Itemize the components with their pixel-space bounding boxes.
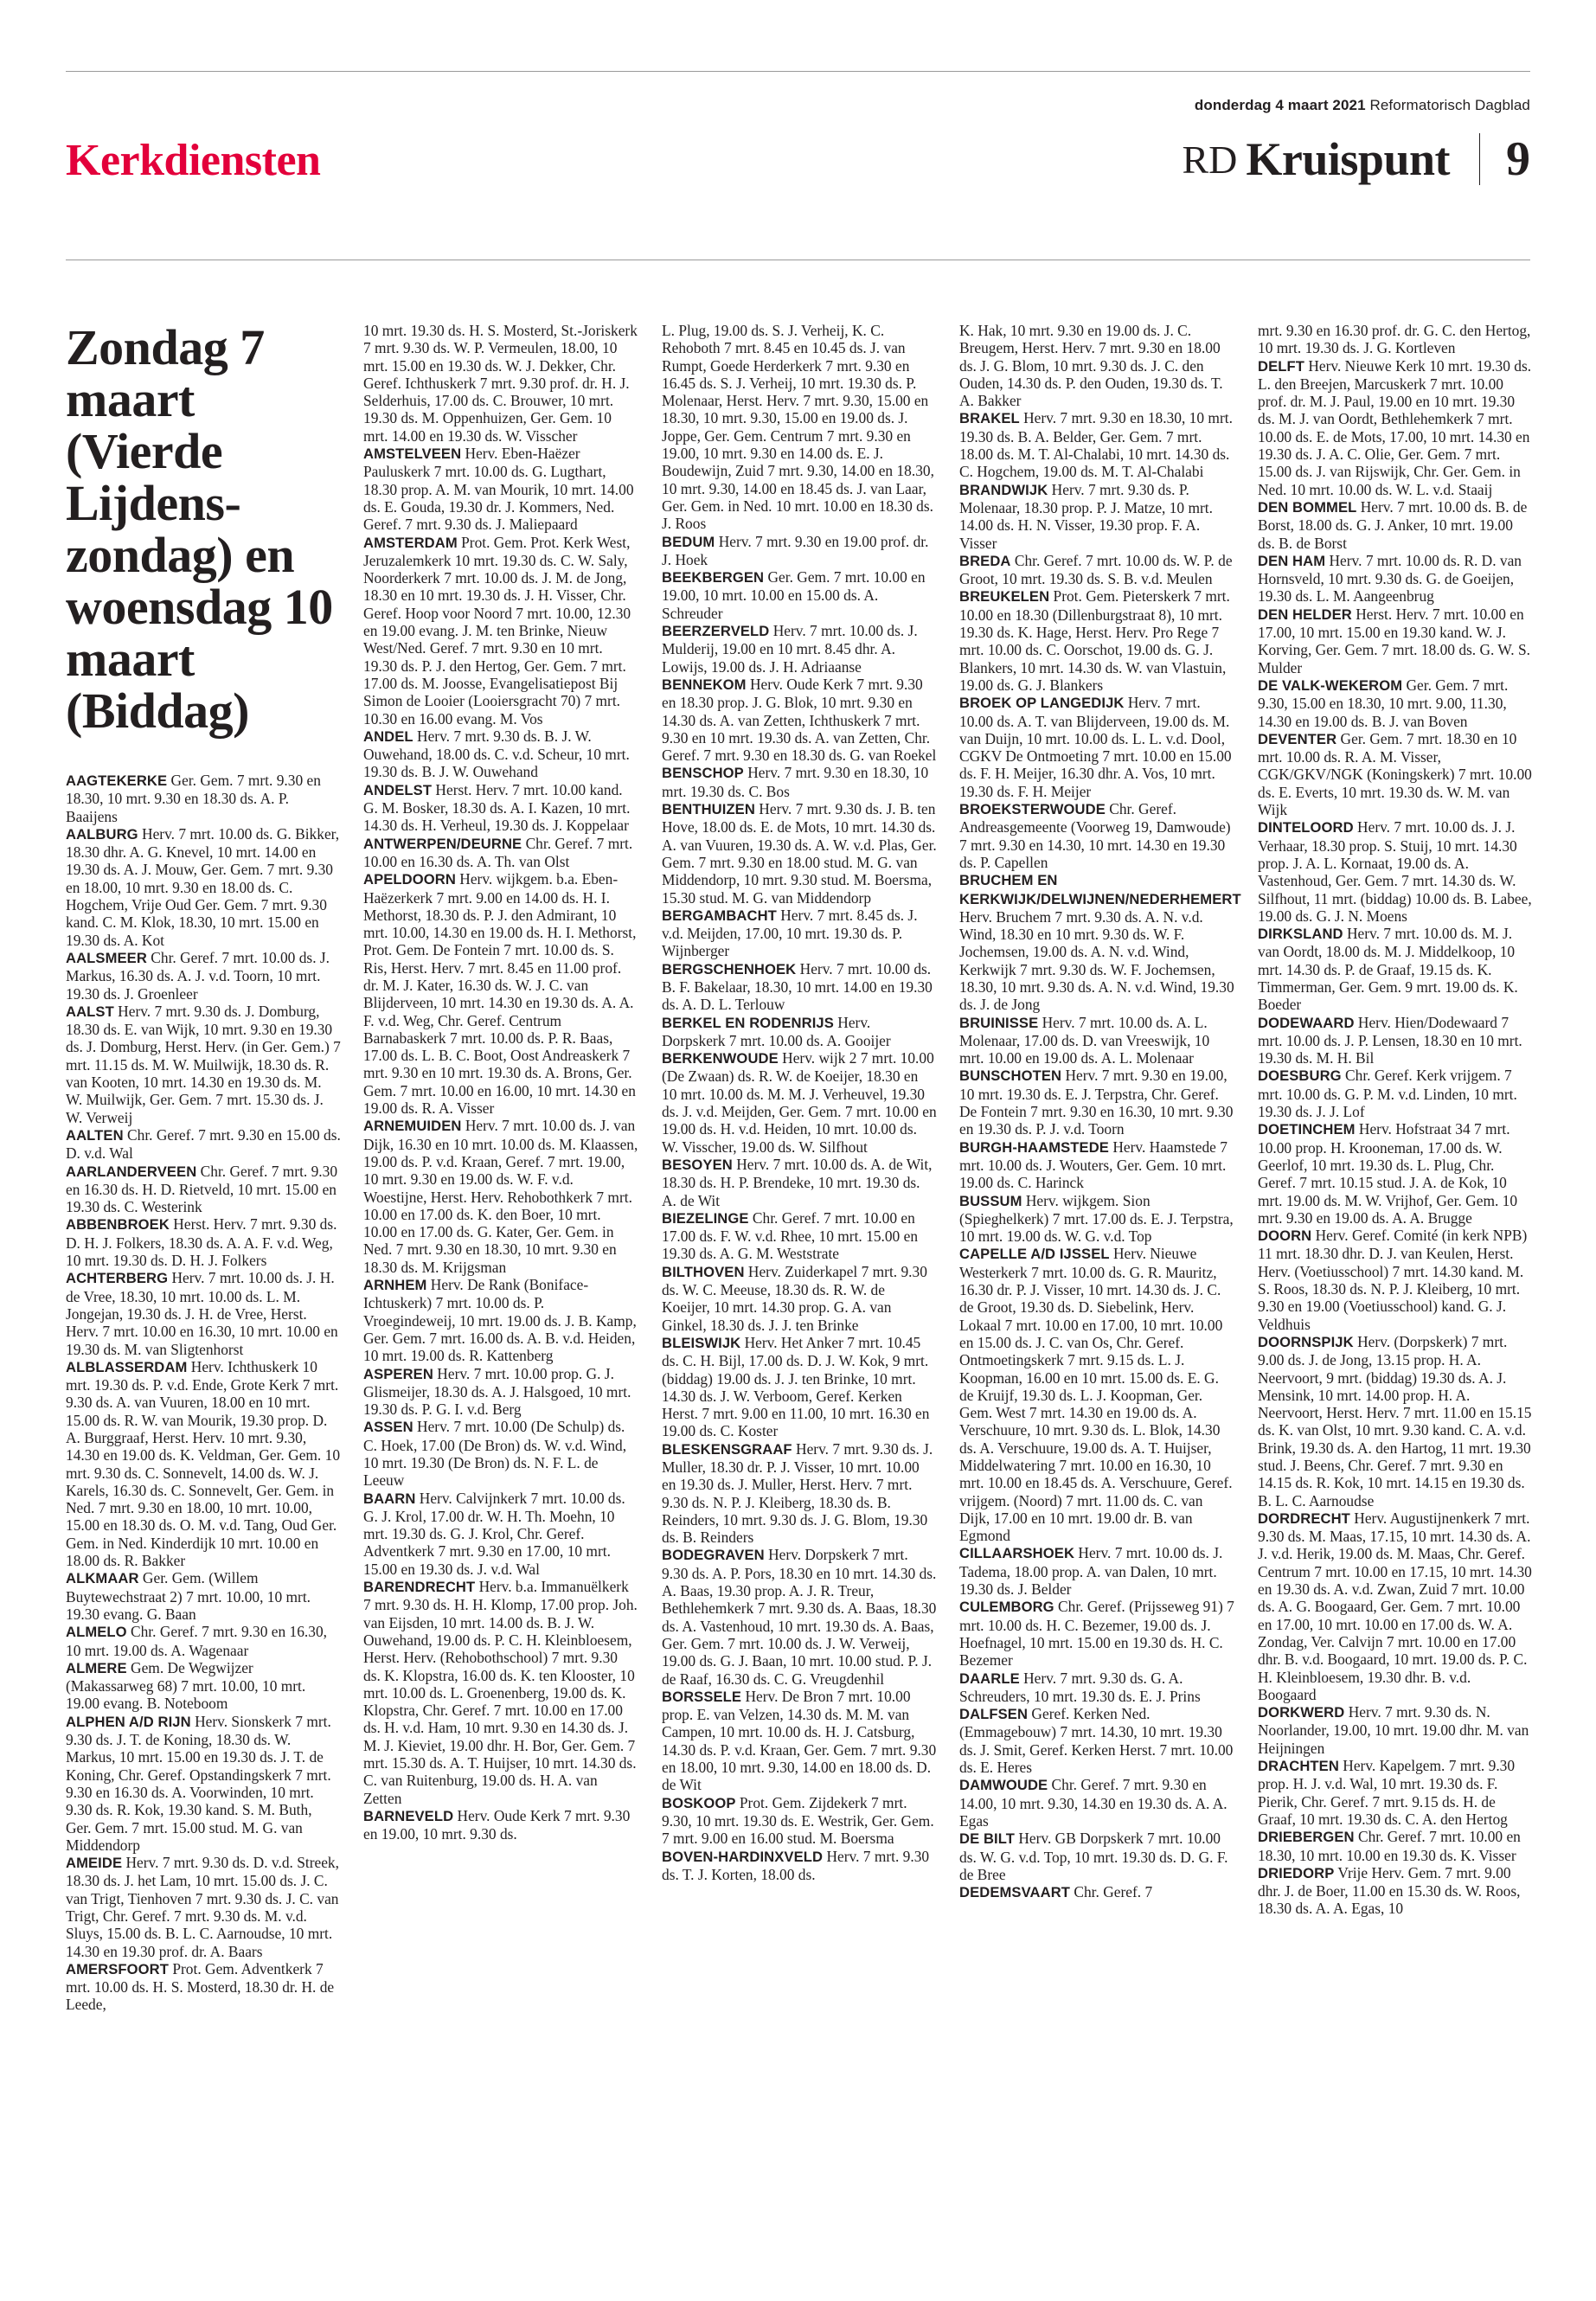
service-details: Herv. 7 mrt. 9.30 en 19.00 prof. dr. J. Hoek bbox=[662, 532, 929, 568]
church-service-entry bbox=[1258, 1828, 1533, 1864]
church-service-entry bbox=[363, 1490, 638, 1578]
place-name: APELDOORN bbox=[363, 871, 456, 888]
place-name: ANDELST bbox=[363, 781, 433, 798]
service-details: Herv. 7 mrt. 10.00 ds. M. J. van Oordt, 18.00 ds. M. J. Middelkoop, 10 mrt. 14.30 ds. P. de Graaf, 19.15 ds. K. Timmerman, Ger. Gem. 9 mrt. 19.00 ds. K. Boeder bbox=[1258, 925, 1518, 1014]
place-name: DINTELOORD bbox=[1258, 819, 1354, 836]
place-name: BUNSCHOTEN bbox=[959, 1067, 1062, 1085]
place-name: BEERZERVELD bbox=[662, 623, 770, 640]
service-details: K. Hak, 10 mrt. 9.30 en 19.00 ds. J. C. Breugem, Herst. Herv. 7 mrt. 9.30 en 18.00 ds. J. G. Blom, 10 mrt. 9.30 ds. J. C. den Ouden, 14.30 ds. P. den Ouden, 19.30 ds. T. A. Bakker bbox=[959, 322, 1223, 410]
brand-divider bbox=[1479, 133, 1480, 185]
service-details: Herv. 7 mrt. 8.45 ds. J. v.d. Meijden, 17.00, 10 mrt. 19.30 ds. P. Wijnberger bbox=[662, 906, 918, 960]
column-2 bbox=[363, 322, 638, 1843]
service-details: Herv. 7 mrt. 9.30 ds. J. Muller, 18.30 dr. P. J. Visser, 10 mrt. 10.00 en 19.30 ds. J. Muller, Herst. Herv. 7 mrt. 9.30 ds. N. P. J. Kleiberg, 18.30 ds. B. Reinders, 10 mrt. 9.30 ds. J. G. Blom, 19.30 ds. B. Reinders bbox=[662, 1439, 933, 1547]
service-details: Herv. 7 mrt. 9.30 ds. B. J. W. Ouwehand, 18.00 ds. C. v.d. Scheur, 10 mrt. 19.30 ds. B. J. W. Ouwehand bbox=[363, 727, 630, 781]
church-service-entry bbox=[66, 1215, 341, 1269]
service-details: Herv. 7 mrt. 9.30 ds. P. Molenaar, 18.30 prop. P. J. Matze, 10 mrt. 14.00 ds. H. N. Visser, 19.30 prop. F. A. Visser bbox=[959, 480, 1213, 552]
church-service-entry bbox=[363, 727, 638, 781]
place-name: AMEIDE bbox=[66, 1855, 123, 1872]
church-service-entry bbox=[1258, 552, 1533, 606]
place-name: BRUINISSE bbox=[959, 1014, 1039, 1031]
service-details: Chr. Geref. 7 mrt. 9.30 en 15.00 ds. D. v.d. Wal bbox=[66, 1125, 341, 1163]
service-details: Herv. 7 mrt. 10.00 (De Schulp) ds. C. Hoek, 17.00 (De Bron) ds. W. v.d. Wind, 10 mrt. 19.30 (De Bron) ds. N. F. L. de Leeuw bbox=[363, 1418, 627, 1490]
place-name: DORDRECHT bbox=[1258, 1509, 1350, 1527]
service-details: Herv. Eben-Haëzer Pauluskerk 7 mrt. 10.00 ds. G. Lugthart, 18.30 prop. A. M. van Mourik, 10 mrt. 14.00 ds. E. Gouda, 19.30 dr. J. Kommers, Ned. Geref. 7 mrt. 9.30 ds. J. Maliepaard bbox=[363, 445, 634, 534]
church-service-entry bbox=[662, 1440, 937, 1547]
church-service-entry bbox=[959, 694, 1234, 800]
service-details: Prot. Gem. Pieterskerk 7 mrt. 10.00 en 18.30 (Dillenburgstraat 8), 10 mrt. 19.30 ds. K. Hage, Herst. Herv. Pro Rege 7 mrt. 10.00 ds. C. Oorschot, 19.00 ds. G. J. Blankers, 10 mrt. 14.30 ds. W. van Vlastuin, 19.00 ds. G. J. Blankers bbox=[959, 587, 1230, 694]
church-service-entry bbox=[959, 1670, 1234, 1706]
issue-date: donderdag 4 maart 2021 bbox=[1194, 97, 1366, 113]
place-name: ALMERE bbox=[66, 1659, 127, 1676]
service-details: Herv. 7 mrt. 10.00 ds. J. Tadema, 18.00 prop. A. van Dalen, 10 mrt. 19.30 ds. J. Belder bbox=[959, 1544, 1223, 1599]
place-name: BREUKELEN bbox=[959, 588, 1050, 606]
place-name: BORSSELE bbox=[662, 1688, 742, 1705]
service-details: Chr. Geref. 7 mrt. 10.00 en 17.00 ds. F. W. v.d. Rhee, 10 mrt. 15.00 en 19.30 ds. A. G. M. Weststrate bbox=[662, 1208, 919, 1263]
place-name: DOESBURG bbox=[1258, 1067, 1342, 1085]
church-service-entry bbox=[662, 907, 937, 960]
church-service-entry bbox=[1258, 818, 1533, 925]
place-name: BENTHUIZEN bbox=[662, 801, 755, 818]
church-service-entry bbox=[662, 322, 937, 533]
church-service-entry bbox=[363, 1418, 638, 1489]
place-name: DE BILT bbox=[959, 1830, 1015, 1848]
place-name: BESOYEN bbox=[662, 1156, 733, 1173]
service-details: Prot. Gem. Adventkerk 7 mrt. 10.00 ds. H. S. Mosterd, 18.30 dr. H. de Leede, bbox=[66, 1959, 335, 2014]
church-service-entry bbox=[959, 800, 1234, 871]
place-name: DOETINCHEM bbox=[1258, 1121, 1356, 1138]
place-name: DOORNSPIJK bbox=[1258, 1333, 1354, 1350]
service-details: Chr. Geref. Andreasgemeente (Voorweg 19, Damwoude) 7 mrt. 9.30 en 14.30, 10 mrt. 14.30 en 19.30 ds. P. Capellen bbox=[959, 800, 1231, 871]
service-details: Herv. 7 mrt. 10.00 ds. B. de Borst, 18.00 ds. G. J. Anker, 10 mrt. 19.00 ds. B. de Borst bbox=[1258, 497, 1528, 552]
service-details: Herv. 7 mrt. 10.00 ds. A. T. van Blijderveen, 19.00 ds. M. van Duijn, 10 mrt. 10.00 ds. L. L. v.d. Dool, CGKV De Ontmoeting 7 mrt. 10.00 en 15.00 ds. F. H. Meijer, 16.30 dhr. A. Vos, 10 mrt. 19.30 ds. F. H. Meijer bbox=[959, 694, 1232, 800]
service-details: Herst. Herv. 7 mrt. 9.30 ds. D. H. J. Folkers, 18.30 ds. A. A. F. v.d. Weg, 10 mrt. 19.30 ds. D. H. J. Folkers bbox=[66, 1215, 337, 1270]
church-service-entry bbox=[363, 835, 638, 871]
church-service-entry bbox=[66, 1623, 341, 1659]
place-name: ARNHEM bbox=[363, 1277, 427, 1294]
service-details: Herv. Zuiderkapel 7 mrt. 9.30 ds. W. C. Meeuse, 18.30 ds. R. W. de Koeijer, 10 mrt. 14.30 prop. G. A. van Ginkel, 18.30 ds. J. J. ten Brinke bbox=[662, 1262, 927, 1334]
church-service-entry bbox=[959, 1192, 1234, 1246]
place-name: BEDUM bbox=[662, 533, 715, 550]
service-details: Ger. Gem. 7 mrt. 9.30 en 18.30, 10 mrt. 9.30 en 18.30 ds. A. P. Baaijens bbox=[66, 772, 321, 825]
service-details: Ger. Gem. 7 mrt. 10.00 en 19.00, 10 mrt. 10.00 en 15.00 ds. A. Schreuder bbox=[662, 568, 926, 622]
church-service-entry bbox=[662, 676, 937, 764]
service-details: Herv. 7 mrt. 10.00 ds. A. L. Molenaar, 17.00 ds. D. van Vreeswijk, 10 mrt. 10.00 en 19.00 ds. A. L. Molenaar bbox=[959, 1013, 1210, 1067]
service-details: Gem. De Wegwijzer (Makassarweg 68) 7 mrt. 10.00, 10 mrt. 19.00 evang. B. Noteboom bbox=[66, 1658, 306, 1713]
place-name: BERKEL EN RODENRIJS bbox=[662, 1014, 834, 1031]
service-details: Herv. Kapelgem. 7 mrt. 9.30 prop. H. J. v.d. Wal, 10 mrt. 19.30 ds. F. Pierik, Chr. Geref. 7 mrt. 9.15 ds. H. de Graaf, 10 mrt. 19.30 ds. C. A. den Hertog bbox=[1258, 1757, 1516, 1828]
church-service-entry bbox=[959, 552, 1234, 588]
place-name: BEEKBERGEN bbox=[662, 569, 765, 586]
service-details: Herv. De Rank (Boniface-Ichtuskerk) 7 mrt. 10.00 ds. P. Vroegindeweij, 10 mrt. 19.00 ds. J. B. Kamp, Ger. Gem. 7 mrt. 16.00 ds. A. B. v.d. Heiden, 10 mrt. 19.00 ds. R. Kattenberg bbox=[363, 1276, 637, 1365]
place-name: DELFT bbox=[1258, 357, 1304, 375]
place-name: DRIEDORP bbox=[1258, 1864, 1335, 1881]
column-5 bbox=[1258, 322, 1533, 1918]
church-service-entry bbox=[363, 870, 638, 1117]
service-details: Chr. Geref. 7 mrt. 9.30 en 16.30 ds. H. D. Rietveld, 10 mrt. 15.00 en 19.30 ds. C. Westerink bbox=[66, 1162, 338, 1216]
church-service-entry bbox=[662, 764, 937, 800]
service-details: Prot. Gem. Prot. Kerk West, Jeruzalemkerk 10 mrt. 19.30 ds. C. W. Saly, Noorderkerk 7 mrt. 10.00 ds. J. M. de Jong, 18.30 en 10 mrt. 19.30 ds. J. H. Visser, Chr. Geref. Hoop voor Noord 7 mrt. 10.00, 12.30 en 19.00 evang. J. M. ten Brinke, Nieuw West/Ned. Geref. 7 mrt. 9.30 en 10 mrt. 19.30 ds. P. J. den Hertog, Ger. Gem. 7 mrt. 17.00 ds. M. Joosse, Evangelisatiepost Bij Simon de Looier (Looiersgracht 70) 7 mrt. 10.30 en 16.00 evang. M. Vos bbox=[363, 533, 631, 727]
church-service-entry bbox=[959, 1245, 1234, 1544]
brand-name: Kruispunt bbox=[1246, 133, 1450, 185]
place-name: BREDA bbox=[959, 552, 1011, 569]
place-name: ANTWERPEN/DEURNE bbox=[363, 835, 522, 852]
church-service-entry bbox=[662, 960, 937, 1014]
service-details: Herv. 7 mrt. 10.00 prop. G. J. Glismeijer, 18.30 ds. A. J. Halsgoed, 10 mrt. 19.30 ds. P. G. I. v.d. Berg bbox=[363, 1364, 631, 1419]
service-details: Herv. 7 mrt. 10.00 ds. J. Mulderij, 19.00 en 10 mrt. 8.45 dhr. A. Lowijs, 19.00 ds. J. H. Adriaanse bbox=[662, 622, 918, 676]
place-name: BRANDWIJK bbox=[959, 481, 1048, 498]
place-name: DAARLE bbox=[959, 1670, 1020, 1687]
church-service-entry bbox=[959, 1705, 1234, 1776]
service-details: Chr. Geref. 7 bbox=[1070, 1883, 1153, 1901]
service-details: 10 mrt. 19.30 ds. H. S. Mosterd, St.-Joriskerk 7 mrt. 9.30 ds. W. P. Vermeulen, 18.00, 10 mrt. 15.00 en 19.30 ds. W. J. Dekker, Chr. Geref. Ichthuskerk 7 mrt. 9.30 prof. dr. H. J. Selderhuis, 17.00 ds. C. Brouwer, 10 mrt. 19.30 ds. M. Oppenhuizen, Ger. Gem. 10 mrt. 14.00 en 19.30 ds. W. Visscher bbox=[363, 322, 638, 445]
church-service-entry bbox=[363, 781, 638, 835]
church-service-entry bbox=[959, 1830, 1234, 1883]
place-name: AALTEN bbox=[66, 1126, 124, 1144]
place-name: DRIEBERGEN bbox=[1258, 1829, 1355, 1846]
church-service-entry bbox=[363, 1578, 638, 1807]
church-service-entry bbox=[363, 1276, 638, 1364]
place-name: DOORN bbox=[1258, 1227, 1312, 1245]
church-service-entry bbox=[363, 1117, 638, 1276]
service-details: Ger. Gem. (Willem Buytewechstraat 2) 7 mrt. 10.00, 10 mrt. 19.30 evang. G. Baan bbox=[66, 1569, 311, 1623]
headline: Zondag 7 maart (Vierde Lijdens- zondag) en woensdag 10 maart (Biddag) bbox=[66, 319, 333, 739]
place-name: BERKENWOUDE bbox=[662, 1050, 779, 1067]
place-name: DORKWERD bbox=[1258, 1704, 1345, 1721]
service-details: Herst. Herv. 7 mrt. 10.00 en 17.00, 10 mrt. 15.00 en 19.30 kand. W. J. Korving, Ger. Gem. 7 mrt. 18.00 ds. G. W. S. Mulder bbox=[1258, 605, 1530, 676]
page-number: 9 bbox=[1506, 132, 1530, 186]
church-service-entry bbox=[66, 1269, 341, 1357]
service-details: Herv. Bruchem 7 mrt. 9.30 ds. A. N. v.d. Wind, 18.30 en 10 mrt. 9.30 ds. W. F. Jochemsen, 19.00 ds. A. N. v.d. Wind, Kerkwijk 7 mrt. 9.30 ds. W. F. Jochemsen, 18.30, 10 mrt. 9.30 ds. A. N. v.d. Wind, 19.30 ds. J. de Jong bbox=[959, 907, 1234, 1014]
church-service-entry bbox=[662, 1156, 937, 1209]
church-service-entry bbox=[959, 1598, 1234, 1669]
service-details: Herv. 7 mrt. 9.30 en 19.00, 10 mrt. 19.30 ds. E. J. Terpstra, Chr. Geref. De Fontein 7 mrt. 9.30 en 16.30, 10 mrt. 9.30 en 19.30 ds. P. J. v.d. Toorn bbox=[959, 1067, 1234, 1138]
place-name: BURGH-HAAMSTEDE bbox=[959, 1138, 1109, 1156]
place-name: DEN HAM bbox=[1258, 552, 1326, 569]
service-details: Herv. Het Anker 7 mrt. 10.45 ds. C. H. Bijl, 17.00 ds. D. J. W. Kok, 9 mrt. (biddag) 19.00 ds. J. J. ten Brinke, 10 mrt. 14.30 ds. J. W. Verboom, Geref. Kerken Herst. 7 mrt. 9.00 en 11.00, 10 mrt. 16.30 en 19.00 ds. C. Koster bbox=[662, 1333, 930, 1440]
church-service-entry bbox=[662, 1334, 937, 1440]
service-details: Geref. Kerken Ned. (Emmagebouw) 7 mrt. 14.30, 10 mrt. 19.30 ds. J. Smit, Geref. Kerken Herst. 7 mrt. 10.00 ds. E. Heres bbox=[959, 1705, 1234, 1777]
place-name: BENSCHOP bbox=[662, 765, 744, 782]
service-details: Chr. Geref. Kerk vrijgem. 7 mrt. 10.00 ds. G. P. M. v.d. Linden, 10 mrt. 19.30 ds. J. J. Lof bbox=[1258, 1067, 1517, 1121]
service-details: Chr. Geref. 7 mrt. 10.00 ds. J. Markus, 16.30 ds. A. J. v.d. Toorn, 10 mrt. 19.30 ds. J. Groenleer bbox=[66, 948, 330, 1003]
church-service-entry bbox=[66, 1569, 341, 1623]
place-name: DRACHTEN bbox=[1258, 1758, 1339, 1775]
service-details: Chr. Geref. 7 mrt. 10.00 ds. W. P. de Groot, 10 mrt. 19.30 ds. S. B. v.d. Meulen bbox=[959, 551, 1233, 588]
service-details: Chr. Geref. 7 mrt. 9.30 en 16.30, 10 mrt. 19.00 ds. A. Wagenaar bbox=[66, 1623, 328, 1659]
church-service-entry bbox=[1258, 498, 1533, 552]
place-name: DE VALK-WEKEROM bbox=[1258, 676, 1403, 694]
place-name: CILLAARSHOEK bbox=[959, 1545, 1075, 1562]
service-details: Chr. Geref. (Prijsseweg 91) 7 mrt. 10.00 ds. H. C. Bezemer, 19.00 ds. J. Hoefnagel, 10 mrt. 15.00 en 19.30 ds. H. C. Bezemer bbox=[959, 1598, 1234, 1670]
church-service-entry bbox=[959, 1776, 1234, 1830]
church-service-entry bbox=[662, 1209, 937, 1263]
service-details: Herv. 7 mrt. 10.00 ds. G. Bikker, 18.30 dhr. A. G. Knevel, 10 mrt. 14.00 en 19.30 ds. A. J. Mouw, Ger. Gem. 7 mrt. 9.30 en 18.00, 10 mrt. 9.30 en 18.00 ds. C. Hogchem, Vrije Oud Ger. Gem. 7 mrt. 9.30 kand. C. M. Klok, 18.30, 10 mrt. 15.00 en 19.30 ds. A. Kot bbox=[66, 824, 340, 949]
church-service-entry bbox=[959, 481, 1234, 552]
place-name: BROEK OP LANGEDIJK bbox=[959, 695, 1125, 712]
church-service-entry bbox=[1258, 1757, 1533, 1828]
service-details: Ger. Gem. 7 mrt. 18.30 en 10 mrt. 10.00 ds. R. A. M. Visser, CGK/GKV/NGK (Koningskerk) 7 mrt. 10.00 ds. E. Everts, 10 mrt. 19.30 ds. W. M. van Wijk bbox=[1258, 729, 1532, 819]
church-service-entry bbox=[959, 409, 1234, 480]
service-details: Herv. 7 mrt. 10.00 ds. J. van Dijk, 16.30 en 10 mrt. 10.00 ds. M. Klaassen, 19.00 ds. P. v.d. Kraan, Geref. 7 mrt. 19.00, 10 mrt. 9.30 en 19.00 ds. W. F. v.d. Woestijne, Herst. Herv. Rehobothkerk 7 mrt. 10.00 en 17.00 ds. K. den Boer, 10 mrt. 10.00 en 17.00 ds. G. Kater, Ger. Gem. in Ned. 7 mrt. 9.30 en 18.30, 10 mrt. 9.30 en 18.30 ds. M. Krijgsman bbox=[363, 1117, 638, 1276]
place-name: BOVEN-HARDINXVELD bbox=[662, 1848, 824, 1865]
service-details: Herv. 7 mrt. 10.00 ds. J. J. Verhaar, 18.30 prop. S. Stuij, 10 mrt. 14.30 prop. J. A. L. Kornaat, 19.00 ds. A. Vastenhoud, Ger. Gem. 7 mrt. 14.30 ds. W. Silfhout, 11 mrt. (biddag) 10.00 ds. B. Labee, 19.00 ds. G. J. N. Moens bbox=[1258, 818, 1532, 925]
place-name: BARNEVELD bbox=[363, 1807, 454, 1824]
column-1 bbox=[66, 319, 341, 2014]
place-name: AMSTERDAM bbox=[363, 534, 458, 551]
church-service-entry bbox=[959, 322, 1234, 409]
church-service-entry bbox=[662, 622, 937, 676]
church-service-entry bbox=[363, 445, 638, 533]
church-service-entry bbox=[1258, 730, 1533, 818]
place-name: AALSMEER bbox=[66, 949, 147, 966]
place-name: AALST bbox=[66, 1003, 114, 1020]
service-details: Herv. 7 mrt. 9.30 ds. J. B. ten Hove, 18.00 ds. E. de Mots, 10 mrt. 14.30 ds. A. van Vuuren, 19.30 ds. A. W. v.d. Plas, Ger. Gem. 7 mrt. 9.30 en 18.00 stud. M. G. van Middendorp, 10 mrt. 9.30 stud. M. Boersma, 15.30 stud. M. G. van Middendorp bbox=[662, 800, 937, 907]
church-service-entry bbox=[363, 1365, 638, 1419]
church-service-entry bbox=[1258, 1067, 1533, 1120]
service-details: Herv. 7 mrt. 9.30 ds. D. v.d. Streek, 18.30 ds. J. het Lam, 10 mrt. 15.00 ds. J. C. van Trigt, Tienhoven 7 mrt. 9.30 ds. J. C. van Trigt, Chr. Geref. 7 mrt. 9.30 ds. M. v.d. Sluys, 15.00 ds. B. L. C. Aarnoudse, 10 mrt. 14.30 en 19.30 prof. dr. A. Baars bbox=[66, 1854, 339, 1960]
place-name: DIRKSLAND bbox=[1258, 926, 1343, 943]
place-name: BERGAMBACHT bbox=[662, 907, 777, 924]
service-details: Herv. 7 mrt. 9.30 ds. T. J. Korten, 18.00 ds. bbox=[662, 1847, 930, 1883]
service-details: Herv. wijk 2 7 mrt. 10.00 (De Zwaan) ds. R. W. de Koeijer, 18.30 en 10 mrt. 10.00 ds. M. M. J. Verheuvel, 19.30 ds. J. v.d. Meijden, Ger. Gem. 7 mrt. 10.00 en 19.00 ds. H. v.d. Heiden, 10 mrt. 10.00 ds. W. Visscher, 19.00 ds. W. Silfhout bbox=[662, 1049, 937, 1156]
service-details: Herv. Oude Kerk 7 mrt. 9.30 en 19.00, 10 mrt. 9.30 ds. bbox=[363, 1806, 631, 1843]
service-details: Vrije Herv. Gem. 7 mrt. 9.00 dhr. J. de Boer, 11.00 en 15.30 ds. W. Roos, 18.30 ds. A. A. Egas, 10 bbox=[1258, 1863, 1521, 1918]
place-name: ALPHEN A/D RIJN bbox=[66, 1713, 191, 1730]
place-name: ACHTERBERG bbox=[66, 1270, 169, 1287]
church-service-entry bbox=[66, 1659, 341, 1713]
church-service-entry bbox=[66, 825, 341, 949]
church-service-entry bbox=[363, 534, 638, 727]
church-service-entry bbox=[66, 1960, 341, 2014]
service-details: Herv. 7 mrt. 9.30 en 18.30, 10 mrt. 19.30 ds. C. Bos bbox=[662, 764, 929, 800]
paper-name: Reformatorisch Dagblad bbox=[1369, 97, 1530, 113]
service-details: Herv. Hien/Dodewaard 7 mrt. 10.00 ds. J. P. Lensen, 18.30 en 10 mrt. 19.30 ds. M. H. Bil bbox=[1258, 1013, 1522, 1067]
church-service-entry bbox=[959, 1883, 1234, 1901]
church-service-entry bbox=[1258, 1333, 1533, 1509]
church-service-entry bbox=[662, 533, 937, 569]
church-service-entry bbox=[66, 772, 341, 825]
place-name: DAMWOUDE bbox=[959, 1777, 1048, 1794]
place-name: BUSSUM bbox=[959, 1192, 1022, 1209]
service-details: Herv. 7 mrt. 10.00 ds. J. H. de Vree, 18.30, 10 mrt. 10.00 ds. L. M. Jongejan, 19.30 ds. J. H. de Vree, Herst. Herv. 7 mrt. 10.00 en 16.30, 10 mrt. 10.00 en 19.30 ds. M. van Sligtenhorst bbox=[66, 1269, 338, 1358]
service-details: Herv. Dorpskerk 7 mrt. 10.00 ds. A. Gooijer bbox=[662, 1013, 891, 1049]
service-details: Herv. wijkgem. b.a. Eben-Haëzerkerk 7 mrt. 9.00 en 14.00 ds. H. I. Methorst, 18.30 ds. P. J. den Admirant, 10 mrt. 10.00, 14.30 en 19.00 ds. H. I. Methorst, Prot. Gem. De Fontein 7 mrt. 10.00 ds. S. Ris, Herst. Herv. 7 mrt. 8.45 en 11.00 prof. dr. M. J. Kater, 16.30 ds. W. J. C. van Blijderveen, 10 mrt. 14.30 en 19.30 ds. A. A. F. v.d. Weg, Chr. Geref. Centrum Barnabaskerk 7 mrt. 10.00 ds. P. R. Baas, 17.00 ds. L. B. C. Boot, Oost Andreaskerk 7 mrt. 9.30 en 10 mrt. 19.30 ds. A. Brons, Ger. Gem. 7 mrt. 10.00 en 16.00, 10 mrt. 14.30 en 19.00 ds. R. A. Visser bbox=[363, 870, 637, 1118]
column-3 bbox=[662, 322, 937, 1883]
column-4 bbox=[959, 322, 1241, 1901]
place-name: DEVENTER bbox=[1258, 730, 1337, 747]
place-name: AAGTEKERKE bbox=[66, 772, 168, 789]
service-details: Herv. wijkgem. Sion (Spieghelkerk) 7 mrt. 17.00 ds. E. J. Terpstra, 10 mrt. 19.00 ds. W. G. v.d. Top bbox=[959, 1191, 1234, 1246]
church-service-entry bbox=[662, 568, 937, 622]
service-details: Herv. Ichthuskerk 10 mrt. 19.30 ds. P. v.d. Ende, Grote Kerk 7 mrt. 9.30 ds. A. van Vuuren, 18.00 en 10 mrt. 15.00 ds. R. W. van Mourik, 19.30 prop. D. A. Burggraaf, Herst. Herv. 10 mrt. 9.30, 14.30 en 19.00 ds. K. Veldman, Ger. Gem. 10 mrt. 9.30 ds. C. Sonnevelt, 14.00 ds. W. J. Karels, 16.30 ds. C. Sonnevelt, Ger. Gem. in Ned. 7 mrt. 9.30 en 18.00, 10 mrt. 10.00, 15.00 en 18.30 ds. O. M. v.d. Tang, Oud Ger. Gem. in Ned. Kinderdijk 10 mrt. 10.00 en 18.00 ds. R. Bakker bbox=[66, 1357, 341, 1570]
service-details: Herv. Nieuwe Kerk 10 mrt. 19.30 ds. L. den Breejen, Marcuskerk 7 mrt. 10.00 prof. dr. M. J. Paul, 19.00 en 10 mrt. 19.30 ds. M. J. van Oordt, Bethlehemkerk 7 mrt. 10.00 ds. E. de Mots, 17.00, 10 mrt. 14.30 en 19.30 ds. J. A. C. Olie, Ger. Gem. 7 mrt. 15.00 ds. J. van Rijswijk, Chr. Ger. Gem. in Ned. 10 mrt. 10.00 ds. W. L. v.d. Staaij bbox=[1258, 356, 1532, 498]
service-details: Herv. 7 mrt. 9.30 ds. G. A. Schreuders, 10 mrt. 19.30 ds. E. J. Prins bbox=[959, 1669, 1201, 1705]
church-service-entry bbox=[662, 1546, 937, 1687]
service-details: Herv. 7 mrt. 9.30 ds. J. Domburg, 18.30 ds. E. van Wijk, 10 mrt. 9.30 en 19.30 ds. J. Domburg, Herst. Herv. (in Ger. Gem.) 7 mrt. 11.15 ds. M. W. Muilwijk, 18.30 ds. R. van Kooten, 10 mrt. 14.30 en 19.30 ds. M. W. Muilwijk, Ger. Gem. 7 mrt. 15.30 ds. J. W. Verweij bbox=[66, 1002, 341, 1126]
service-details: Herv. 7 mrt. 9.30 en 18.30, 10 mrt. 19.30 ds. B. A. Belder, Ger. Gem. 7 mrt. 18.00 ds. M. T. Al-Chalabi, 10 mrt. 14.30 ds. C. Hogchem, 19.00 ds. M. T. Al-Chalabi bbox=[959, 409, 1233, 481]
place-name: BILTHOVEN bbox=[662, 1263, 745, 1280]
place-name: DODEWAARD bbox=[1258, 1014, 1355, 1031]
church-service-entry bbox=[1258, 1703, 1533, 1757]
church-service-entry bbox=[1258, 322, 1533, 357]
service-details: Herv. 7 mrt. 9.30 ds. N. Noorlander, 19.00, 10 mrt. 19.00 dhr. M. van Heijningen bbox=[1258, 1703, 1529, 1757]
church-service-entry bbox=[959, 1014, 1234, 1067]
service-details: Herv. Dorpskerk 7 mrt. 9.30 ds. A. P. Pors, 18.30 en 10 mrt. 14.30 ds. A. Baas, 19.30 prop. A. J. R. Treur, Bethlehemkerk 7 mrt. 9.30 ds. A. Baas, 18.30 ds. A. Vastenhoud, 10 mrt. 19.30 ds. A. Baas, Ger. Gem. 7 mrt. 10.00 ds. J. W. Verweij, 19.00 ds. G. J. Baan, 10 mrt. 10.00 stud. P. J. de Raaf, 16.30 ds. C. G. Vreugdenhil bbox=[662, 1546, 937, 1688]
place-name: ASPEREN bbox=[363, 1365, 433, 1382]
service-details: Herv. Augustijnenkerk 7 mrt. 9.30 ds. M. Maas, 17.15, 10 mrt. 14.30 ds. A. J. v.d. Herik, 19.00 ds. M. Maas, Chr. Geref. Centrum 7 mrt. 10.00 en 17.15, 10 mrt. 14.30 en 19.30 ds. A. v.d. Zwan, Zuid 7 mrt. 10.00 ds. A. G. Boogaard, Ger. Gem. 7 mrt. 10.00 en 17.00, 10 mrt. 10.00 en 17.00 ds. W. A. Zondag, Ver. Calvijn 7 mrt. 10.00 en 17.00 dhr. B. v.d. Boogaard, 10 mrt. 19.00 ds. P. C. H. Kleinbloesem, 19.30 dhr. B. v.d. Boogaard bbox=[1258, 1509, 1532, 1703]
place-name: BOSKOOP bbox=[662, 1794, 736, 1811]
service-details: Prot. Gem. Zijdekerk 7 mrt. 9.30, 10 mrt. 19.30 ds. E. Westrik, Ger. Gem. 7 mrt. 9.00 en 16.00 stud. M. Boersma bbox=[662, 1793, 934, 1848]
service-details: Herv. Haamstede 7 mrt. 10.00 ds. J. Wouters, Ger. Gem. 10 mrt. 19.00 ds. C. Harinck bbox=[959, 1138, 1227, 1192]
church-service-entry bbox=[662, 1049, 937, 1156]
service-details: Herv. 7 mrt. 10.00 ds. R. D. van Hornsveld, 10 mrt. 9.30 ds. G. de Goeijen, 19.30 ds. L. M. Aangeenbrug bbox=[1258, 551, 1522, 606]
service-details: Herv. Geref. Comité (in kerk NPB) 11 mrt. 18.30 dhr. D. J. van Keulen, Herst. Herv. (Voetiusschool) 7 mrt. 14.30 kand. M. S. Roos, 18.30 ds. N. P. J. Kleiberg, 10 mrt. 9.30 en 19.00 (Voetiusschool) kand. G. J. Veldhuis bbox=[1258, 1227, 1528, 1333]
place-name: CAPELLE A/D IJSSEL bbox=[959, 1246, 1110, 1263]
section-title: Kerkdiensten bbox=[66, 136, 321, 185]
place-name: DEN HELDER bbox=[1258, 606, 1352, 623]
place-name: ANDEL bbox=[363, 727, 413, 745]
church-service-entry bbox=[959, 1544, 1234, 1598]
church-service-entry bbox=[1258, 1014, 1533, 1067]
church-service-entry bbox=[662, 1688, 937, 1794]
church-service-entry bbox=[1258, 676, 1533, 730]
service-details: Chr. Geref. 7 mrt. 10.00 en 18.30, 10 mrt. 10.00 en 19.30 ds. K. Visser bbox=[1258, 1828, 1521, 1864]
place-name: AARLANDERVEEN bbox=[66, 1163, 197, 1180]
church-service-entry bbox=[66, 1358, 341, 1570]
place-name: BIEZELINGE bbox=[662, 1209, 749, 1227]
place-name: ABBENBROEK bbox=[66, 1216, 170, 1234]
church-service-entry bbox=[66, 949, 341, 1003]
church-service-entry bbox=[1258, 357, 1533, 498]
dateline bbox=[1195, 97, 1530, 114]
church-service-entry bbox=[66, 1126, 341, 1163]
church-service-entry bbox=[66, 1854, 341, 1960]
service-details: Herv. b.a. Immanuëlkerk 7 mrt. 9.30 ds. H. H. Klomp, 17.00 prop. Joh. van Eijsden, 10 mrt. 14.00 ds. B. J. W. Ouwehand, 19.00 ds. P. C. H. Kleinbloesem, Herst. Herv. (Rehobothschool) 7 mrt. 9.30 ds. K. Klopstra, 16.00 ds. K. ten Klooster, 10 mrt. 10.00 ds. L. Groenenberg, 19.00 ds. K. Klopstra, Chr. Geref. 7 mrt. 10.00 en 17.00 ds. H. v.d. Ham, 10 mrt. 9.30 en 14.30 ds. J. M. J. Kieviet, 19.00 dhr. H. Bor, Ger. Gem. 7 mrt. 15.30 ds. A. T. Huijser, 10 mrt. 14.30 ds. C. van Ruitenburg, 19.00 ds. H. A. van Zetten bbox=[363, 1578, 638, 1807]
service-details: Herv. De Bron 7 mrt. 10.00 prop. E. van Velzen, 14.30 ds. M. M. van Campen, 10 mrt. 10.00 ds. H. J. Catsburg, 14.30 ds. P. v.d. Kraan, Ger. Gem. 7 mrt. 9.30 en 18.00, 10 mrt. 9.30, 14.00 en 18.00 ds. D. de Wit bbox=[662, 1687, 937, 1794]
place-name: BLESKENSGRAAF bbox=[662, 1440, 792, 1458]
church-service-entry bbox=[662, 800, 937, 907]
brand-prefix: RD bbox=[1182, 137, 1238, 182]
church-service-entry bbox=[363, 322, 638, 445]
church-service-entry bbox=[1258, 1120, 1533, 1227]
church-service-entry bbox=[1258, 606, 1533, 676]
place-name: DALFSEN bbox=[959, 1706, 1029, 1723]
listings-column-1 bbox=[66, 772, 341, 2014]
service-details: Herv. GB Dorpskerk 7 mrt. 10.00 ds. W. G. v.d. Top, 10 mrt. 19.30 ds. D. G. F. de Bree bbox=[959, 1830, 1228, 1883]
place-name: CULEMBORG bbox=[959, 1599, 1054, 1616]
service-details: Chr. Geref. 7 mrt. 10.00 en 16.30 ds. A. Th. van Olst bbox=[363, 834, 633, 870]
church-service-entry bbox=[1258, 1864, 1533, 1918]
church-service-entry bbox=[662, 1014, 937, 1050]
service-details: Herv. Sionskerk 7 mrt. 9.30 ds. J. T. de Koning, 18.30 ds. W. Markus, 10 mrt. 15.00 en 19.30 ds. J. T. de Koning, Chr. Geref. Opstandingskerk 7 mrt. 9.30 en 16.30 ds. A. Voorwinden, 10 mrt. 9.30 ds. R. Kok, 19.30 kand. S. M. Buth, Ger. Gem. 7 mrt. 15.00 stud. M. G. van Middendorp bbox=[66, 1712, 331, 1854]
place-name: DEDEMSVAART bbox=[959, 1884, 1071, 1901]
place-name: BRAKEL bbox=[959, 410, 1020, 427]
church-service-entry bbox=[1258, 925, 1533, 1013]
church-service-entry bbox=[66, 1003, 341, 1126]
service-details: Herv. 7 mrt. 10.00 ds. A. de Wit, 18.30 ds. H. P. Brendeke, 10 mrt. 19.30 ds. A. de Wit bbox=[662, 1155, 933, 1209]
church-service-entry bbox=[1258, 1227, 1533, 1333]
service-details: Herv. Nieuwe Westerkerk 7 mrt. 10.00 ds. G. R. Mauritz, 16.30 dr. P. J. Visser, 10 mrt. 14.30 ds. J. C. de Groot, 19.30 ds. D. Siebelink, Herv. Lokaal 7 mrt. 10.00 en 17.00, 10 mrt. 10.00 en 15.00 ds. J. C. van Os, Chr. Geref. Ontmoetingskerk 7 mrt. 9.15 ds. L. J. Koopman, 16.00 en 10 mrt. 15.00 ds. E. G. de Kruijf, 19.30 ds. L. J. Koopman, Ger. Gem. West 7 mrt. 14.30 en 19.00 ds. A. Verschuure, 10 mrt. 9.30 ds. L. Blok, 14.30 ds. A. Verschuure, 19.00 ds. A. T. Huijser, Middelwatering 7 mrt. 10.00 en 16.30, 10 mrt. 10.00 en 18.45 ds. A. Verschuure, Geref. vrijgem. (Noord) 7 mrt. 11.00 ds. C. van Dijk, 17.00 en 10 mrt. 19.00 dr. B. van Egmond bbox=[959, 1245, 1233, 1545]
place-name: AMERSFOORT bbox=[66, 1960, 169, 1977]
service-details: Chr. Geref. 7 mrt. 9.30 en 14.00, 10 mrt. 9.30, 14.30 en 19.30 ds. A. A. Egas bbox=[959, 1776, 1227, 1830]
church-service-entry bbox=[959, 587, 1234, 694]
place-name: DEN BOMMEL bbox=[1258, 498, 1357, 516]
place-name: BROEKSTERWOUDE bbox=[959, 801, 1106, 818]
service-details: Herv. Oude Kerk 7 mrt. 9.30 en 18.30 prop. J. G. Blok, 10 mrt. 9.30 en 14.30 ds. A. van Zetten, Ichthuskerk 7 mrt. 9.30 en 10 mrt. 19.30 ds. A. van Zetten, Chr. Geref. 7 mrt. 9.30 en 18.30 ds. G. van Roekel bbox=[662, 675, 937, 765]
church-service-entry bbox=[959, 1138, 1234, 1192]
service-details: Herst. Herv. 7 mrt. 10.00 kand. G. M. Bosker, 18.30 ds. A. I. Kazen, 10 mrt. 14.30 ds. H. Verheul, 19.30 ds. J. Koppelaar bbox=[363, 780, 631, 835]
place-name: BAARN bbox=[363, 1490, 416, 1507]
place-name: ALBLASSERDAM bbox=[66, 1358, 188, 1375]
place-name: BLEISWIJK bbox=[662, 1334, 741, 1351]
place-name: ASSEN bbox=[363, 1419, 413, 1436]
service-details: mrt. 9.30 en 16.30 prof. dr. G. C. den Hertog, 10 mrt. 19.30 ds. J. G. Kortleven bbox=[1258, 322, 1531, 357]
top-rule bbox=[66, 71, 1530, 72]
place-name: BODEGRAVEN bbox=[662, 1547, 765, 1564]
church-service-entry bbox=[66, 1163, 341, 1216]
place-name: ALMELO bbox=[66, 1624, 127, 1641]
service-details: Herv. (Dorpskerk) 7 mrt. 9.00 ds. J. de Jong, 13.15 prop. H. A. Neervoort, 9 mrt. (biddag) 19.30 ds. A. J. Mensink, 10 mrt. 14.00 prop. H. A. Neervoort, Herst. Herv. 7 mrt. 11.00 en 15.15 ds. K. van Olst, 10 mrt. 9.30 kand. C. A. v.d. Brink, 19.30 ds. A. den Hartog, 11 mrt. 19.30 stud. J. Beens, Chr. Geref. 7 mrt. 9.30 en 14.15 ds. R. Kok, 10 mrt. 14.15 en 19.30 ds. B. L. C. Aarnoudse bbox=[1258, 1332, 1532, 1509]
church-service-entry bbox=[959, 1067, 1234, 1138]
church-service-entry bbox=[363, 1807, 638, 1843]
place-name: ALKMAAR bbox=[66, 1570, 139, 1587]
church-service-entry bbox=[66, 1713, 341, 1854]
place-name: BENNEKOM bbox=[662, 676, 747, 693]
place-name: AMSTELVEEN bbox=[363, 445, 462, 463]
church-service-entry bbox=[1258, 1509, 1533, 1703]
place-name: BRUCHEM EN KERKWIJK/DELWIJNEN/NEDERHEMERT bbox=[959, 872, 1241, 907]
place-name: BARENDRECHT bbox=[363, 1579, 476, 1596]
service-details: Herv. Hofstraat 34 7 mrt. 10.00 prop. H. Krooneman, 17.00 ds. W. Geerlof, 10 mrt. 19.30 ds. L. Plug, Chr. Geref. 7 mrt. 10.15 stud. J. A. de Kok, 10 mrt. 19.00 ds. M. W. Vrijhof, Ger. Gem. 10 mrt. 9.30 en 19.00 ds. A. A. Brugge bbox=[1258, 1120, 1518, 1227]
service-details: Herv. Calvijnkerk 7 mrt. 10.00 ds. G. J. Krol, 17.00 dr. W. H. Th. Moehn, 10 mrt. 19.30 ds. G. J. Krol, Chr. Geref. Adventkerk 7 mrt. 9.30 en 17.00, 10 mrt. 15.00 en 19.30 ds. J. v.d. Wal bbox=[363, 1489, 625, 1578]
church-service-entry bbox=[959, 871, 1241, 1014]
church-service-entry bbox=[662, 1263, 937, 1334]
church-service-entry bbox=[662, 1848, 937, 1884]
place-name: BERGSCHENHOEK bbox=[662, 960, 797, 977]
brand-block bbox=[1182, 131, 1530, 187]
church-service-entry bbox=[662, 1794, 937, 1848]
service-details: L. Plug, 19.00 ds. S. J. Verheij, K. C. Rehoboth 7 mrt. 8.45 en 10.45 ds. J. van Rumpt, Goede Herderkerk 7 mrt. 9.30 en 16.45 ds. S. J. Verheij, 10 mrt. 19.30 ds. P. Molenaar, Herst. Herv. 7 mrt. 9.30, 15.00 en 18.30, 10 mrt. 9.30, 15.00 en 19.00 ds. J. Joppe, Ger. Gem. Centrum 7 mrt. 9.30 en 19.00, 10 mrt. 9.30 en 14.00 ds. E. J. Boudewijn, Zuid 7 mrt. 9.30, 14.00 en 18.30, 10 mrt. 9.30, 14.00 en 18.45 ds. J. van Laar, Ger. Gem. in Ned. 10 mrt. 10.00 en 18.30 ds. J. Roos bbox=[662, 322, 934, 533]
service-details: Ger. Gem. 7 mrt. 9.30, 15.00 en 18.30, 10 mrt. 9.00, 11.30, 14.30 en 19.00 ds. B. J. van Boven bbox=[1258, 676, 1509, 730]
place-name: AALBURG bbox=[66, 825, 138, 843]
place-name: ARNEMUIDEN bbox=[363, 1118, 462, 1135]
service-details: Herv. 7 mrt. 10.00 ds. B. F. Bakelaar, 18.30, 10 mrt. 14.00 en 19.30 ds. A. D. L. Terlouw bbox=[662, 959, 933, 1014]
